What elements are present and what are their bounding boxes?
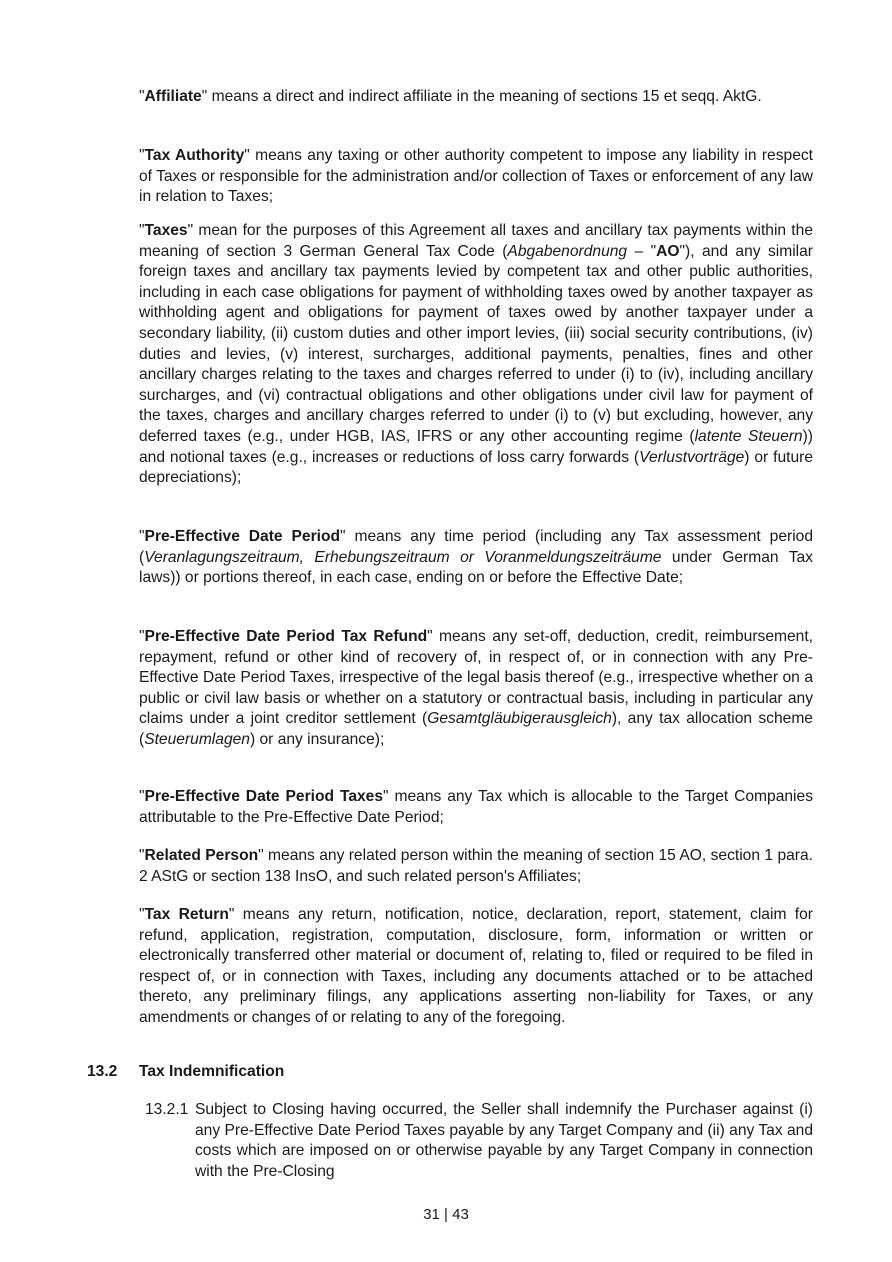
subclause-13-2-1 (145, 1100, 813, 1182)
definition-related-person: "Related Person" means any related person within the meaning of section 15 AO, section 1 para. 2 AStG or section 138 InsO, and such related person's Affiliates; (139, 847, 813, 885)
subclause-text: Subject to Closing having occurred, the Seller shall indemnify the Purchaser against (i) any Pre-Effective Date Period Taxes payable by any Target Company and (ii) any Tax and costs which are imposed on or otherwise payable by any Target Company in connection with the Pre-Closing (195, 1101, 813, 1180)
defined-term: Pre-Effective Date Period Taxes (144, 788, 384, 805)
subclause-number: 13.2.1 (145, 1101, 189, 1118)
section-title: Tax Indemnification (139, 1063, 285, 1080)
defined-term: Pre-Effective Date Period Tax Refund (144, 628, 428, 645)
defined-term: Pre-Effective Date Period (144, 528, 341, 545)
definition-tax-return: "Tax Return" means any return, notification, notice, declaration, report, statement, claim for refund, application, registration, computation, disclosure, form, information or written or electronically transferred other material or document of, relating to, filed or required to be filed in respect of, or in connection with Taxes, including any documents attached or to be attached thereto, any preliminary filings, any applications asserting non-liability for Taxes, or any amendments or changes of or relating to any of the foregoing. (139, 906, 813, 1026)
definition-tax-authority: "Tax Authority" means any taxing or other authority competent to impose any liability in respect of Taxes or responsible for the administration and/or collection of Taxes or enforcement of any law in relation to Taxes; (139, 147, 813, 206)
section-number: 13.2 (87, 1063, 118, 1080)
definition-affiliate: "Affiliate" means a direct and indirect affiliate in the meaning of sections 15 et seqq. AktG. (139, 88, 762, 105)
definition-pre-effective-date-period-taxes: "Pre-Effective Date Period Taxes" means any Tax which is allocable to the Target Companies attributable to the Pre-Effective Date Period; (139, 788, 813, 826)
definition-pre-effective-date-period: "Pre-Effective Date Period" means any time period (including any Tax assessment period (Veranlagungszeitraum, Erhebungszeitraum or Voranmeldungszeiträume under German Tax laws)) or portions thereof, in each case, ending on or before the Effective Date; (139, 528, 813, 587)
defined-term: Taxes (144, 222, 188, 239)
definition-pre-effective-date-period-tax-refund: "Pre-Effective Date Period Tax Refund" means any set-off, deduction, credit, reimbursement, repayment, refund or other kind of recovery of, in respect of, or in connection with any Pre-Effective Date Period Taxes, irrespective of the legal basis thereof (e.g., irrespective whether on a public or civil law basis or whether on a statutory or contractual basis, including in particular any claims under a joint creditor settlement (Gesamtgläubigerausgleich), any tax allocation scheme (Steuerumlagen) or any insurance); (139, 628, 813, 748)
section-heading (87, 1062, 813, 1083)
defined-term: Affiliate (144, 88, 202, 105)
page-number: 31 | 43 (423, 1206, 469, 1223)
defined-term: Related Person (144, 847, 259, 864)
defined-term: Tax Return (144, 906, 229, 923)
definition-taxes: "Taxes" mean for the purposes of this Agreement all taxes and ancillary tax payments within the meaning of section 3 German General Tax Code (Abgabenordnung – "AO"), and any similar foreign taxes and ancillary tax payments levied by competent tax and other public authorities, including in each case obligations for payment of withholding taxes owed by another taxpayer as withholding agent and obligations for payment of taxes owed by another taxpayer under a secondary liability, (ii) custom duties and other import levies, (iii) social security contributions, (iv) duties and levies, (v) interest, surcharges, additional payments, penalties, fines and other ancillary charges relating to the taxes and charges referred to under (i) to (iv), including ancillary surcharges, and (vi) contractual obligations and other obligations under civil law for payment of the taxes, charges and ancillary charges referred to under (i) to (v) but excluding, however, any deferred taxes (e.g., under HGB, IAS, IFRS or any other accounting regime (latente Steuern)) and notional taxes (e.g., increases or reductions of loss carry forwards (Verlustvorträge) or future depreciations); (139, 222, 814, 487)
defined-term: Tax Authority (144, 147, 245, 164)
